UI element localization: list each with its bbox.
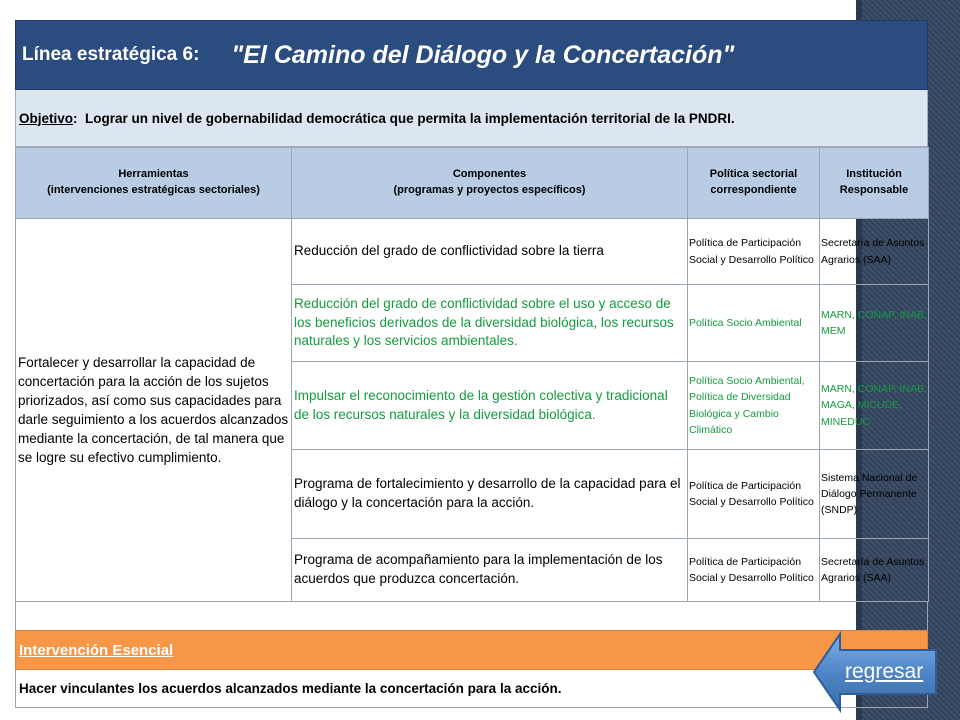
table-spacer	[15, 602, 928, 630]
objective-text: : Lograr un nivel de gobernabilidad democrática que permita la implementación territorial de la PNDRI.	[73, 110, 735, 126]
table-header-row	[16, 148, 929, 219]
componente-cell: Programa de fortalecimiento y desarrollo de la capacidad para el diálogo y la concertación para la acción.	[292, 450, 688, 539]
page-title: "El Camino del Diálogo y la Concertación"	[231, 40, 735, 69]
line-label: Línea estratégica 6:	[22, 44, 200, 65]
table-row	[16, 219, 929, 285]
politica-cell: Política de Participación Social y Desarrollo Político	[688, 539, 820, 602]
title-bar	[15, 20, 928, 90]
componente-cell: Reducción del grado de conflictividad sobre la tierra	[292, 219, 688, 285]
institucion-cell: MARN, CONAP, INAB, MAGA, MICUDE, MINEDUC	[820, 362, 929, 450]
componente-cell: Impulsar el reconocimiento de la gestión colectiva y tradicional de los recursos naturales y la diversidad biológica.	[292, 362, 688, 450]
strategy-document	[15, 20, 928, 708]
back-button[interactable]	[812, 630, 940, 714]
politica-cell: Política Socio Ambiental, Política de Diversidad Biológica y Cambio Climático	[688, 362, 820, 450]
herramienta-cell: Fortalecer y desarrollar la capacidad de concertación para la acción de los sujetos priorizados, así como sus capacidades para darle seguimiento a los acuerdos alcanzados mediante la concertación, de tal manera que se logre su efectivo cumplimiento.	[16, 219, 292, 602]
col-header-institucion: Institución Responsable	[820, 148, 929, 219]
institucion-cell: Secretaría de Asuntos Agrarios (SAA)	[820, 219, 929, 285]
intervencion-heading-bar	[15, 630, 928, 670]
strategy-table	[15, 147, 929, 602]
intervencion-text: Hacer vinculantes los acuerdos alcanzados mediante la concertación para la acción.	[15, 670, 928, 708]
institucion-cell: Secretaría de Asuntos Agrarios (SAA)	[820, 539, 929, 602]
politica-cell: Política Socio Ambiental	[688, 285, 820, 362]
col-header-componentes: Componentes (programas y proyectos específicos)	[292, 148, 688, 219]
componente-cell: Programa de acompañamiento para la implementación de los acuerdos que produzca concertación.	[292, 539, 688, 602]
objective-label: Objetivo	[19, 110, 74, 126]
intervencion-heading: Intervención Esencial	[19, 641, 174, 659]
institucion-cell: MARN, CONAP, INAB, MEM	[820, 285, 929, 362]
institucion-cell: Sistema Nacional de Diálogo Permanente (SNDP)	[820, 450, 929, 539]
col-header-politica: Política sectorial correspondiente	[688, 148, 820, 219]
back-button-label: regresar	[845, 660, 924, 683]
politica-cell: Política de Participación Social y Desarrollo Político	[688, 450, 820, 539]
politica-cell: Política de Participación Social y Desarrollo Político	[688, 219, 820, 285]
componente-cell: Reducción del grado de conflictividad sobre el uso y acceso de los beneficios derivados de la diversidad biológica, los recursos naturales y los servicios ambientales.	[292, 285, 688, 362]
objective-row	[15, 90, 928, 147]
col-header-herramientas: Herramientas (intervenciones estratégicas sectoriales)	[16, 148, 292, 219]
